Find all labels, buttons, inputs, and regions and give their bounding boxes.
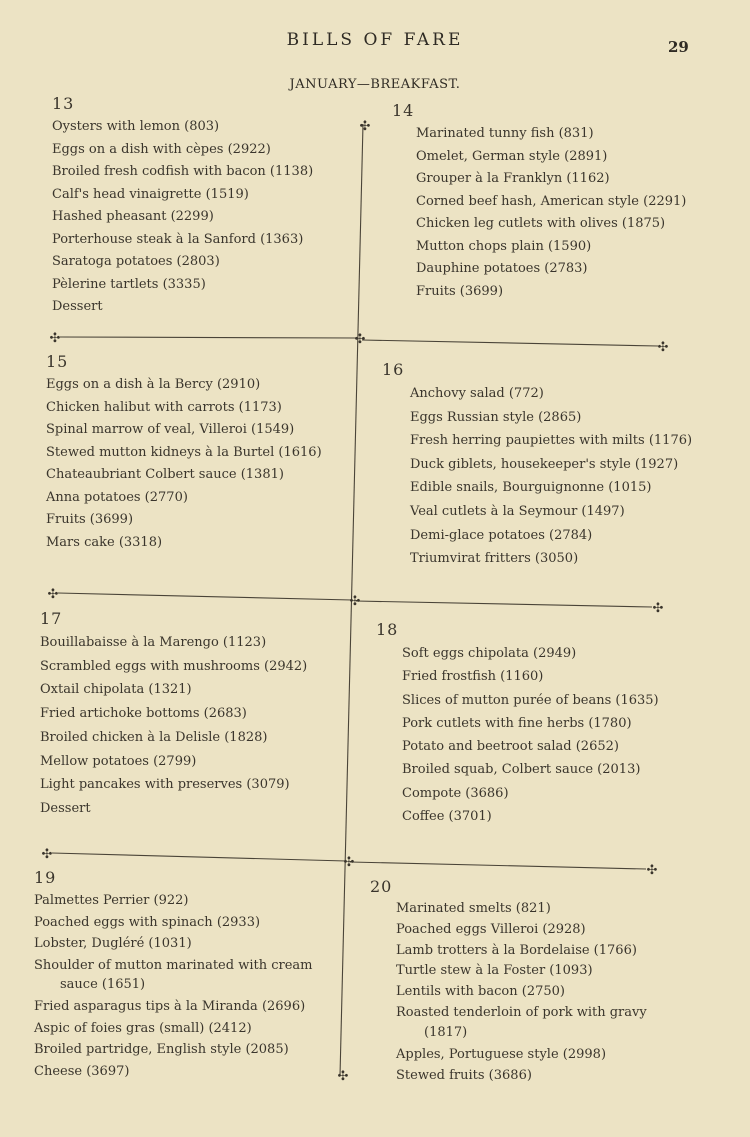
- dish-item: Duck giblets, housekeeper's style (1927): [410, 456, 679, 472]
- horizontal-rule-3-left: [52, 853, 346, 861]
- dish-item: Apples, Portuguese style (2998): [396, 1046, 607, 1062]
- menu-number: 18: [376, 620, 399, 639]
- dish-item: Oxtail chipolata (1321): [40, 682, 192, 698]
- dish-item: Eggs on a dish à la Bercy (2910): [46, 377, 261, 392]
- dish-item: Dessert: [52, 299, 103, 314]
- dish-item: Triumvirat fritters (3050): [410, 551, 579, 567]
- dish-item: Soft eggs chipolata (2949): [402, 646, 577, 661]
- ornament-icon: ✣: [41, 847, 53, 862]
- dish-item: Chateaubriant Colbert sauce (1381): [46, 467, 284, 482]
- menu-18: [376, 620, 696, 828]
- dish-item: Broiled chicken à la Delisle (1828): [40, 729, 268, 745]
- dish-item: Potato and beetroot salad (2652): [402, 739, 619, 755]
- dish-item: Omelet, German style (2891): [416, 148, 608, 164]
- dish-item: Stewed mutton kidneys à la Burtel (1616): [46, 444, 322, 460]
- dish-item-continuation: (1817): [424, 1024, 468, 1040]
- menu-number: 14: [392, 101, 415, 120]
- dish-item: Chicken halibut with carrots (1173): [46, 399, 282, 415]
- dish-item-continuation: sauce (1651): [60, 977, 146, 992]
- menu-number: 15: [46, 352, 69, 371]
- dish-item: Lamb trotters à la Bordelaise (1766): [396, 942, 637, 958]
- dish-item: Dauphine potatoes (2783): [416, 261, 588, 276]
- menu-15: [46, 352, 336, 554]
- ornament-icon: ✣: [657, 340, 669, 355]
- dish-item: Broiled partridge, English style (2085): [34, 1042, 289, 1057]
- dish-item: Poached eggs Villeroi (2928): [396, 921, 586, 937]
- dish-item: Grouper à la Franklyn (1162): [416, 171, 610, 186]
- ornament-icon: ✣: [349, 594, 361, 609]
- dish-item: Chicken leg cutlets with olives (1875): [416, 216, 666, 231]
- dish-item: Mars cake (3318): [46, 534, 163, 550]
- dish-item: Pork cutlets with fine herbs (1780): [402, 715, 632, 731]
- horizontal-rule-3-right: [350, 862, 646, 869]
- dish-item: Aspic of foies gras (small) (2412): [34, 1020, 252, 1036]
- horizontal-rule-1-right: [362, 340, 658, 346]
- menu-number: 16: [382, 360, 405, 379]
- dish-item: Fried asparagus tips à la Miranda (2696): [34, 999, 306, 1014]
- dish-item: Spinal marrow of veal, Villeroi (1549): [46, 422, 295, 437]
- dish-item: Demi-glace potatoes (2784): [410, 527, 593, 543]
- menu-20: [370, 877, 690, 1086]
- menu-13: [52, 94, 342, 319]
- dish-item: Veal cutlets à la Seymour (1497): [410, 503, 625, 519]
- horizontal-rule-2-right: [356, 601, 652, 607]
- menu-17: [40, 609, 330, 821]
- dish-item: Mellow potatoes (2799): [40, 753, 197, 769]
- ornament-icon: ✣: [49, 331, 61, 346]
- dish-item: Light pancakes with preserves (3079): [40, 777, 290, 793]
- dish-item: Lobster, Dugléré (1031): [34, 936, 192, 951]
- dish-item: Fried frostfish (1160): [402, 669, 544, 685]
- dish-item: Edible snails, Bourguignonne (1015): [410, 480, 652, 496]
- dish-item: Lentils with bacon (2750): [396, 984, 565, 1000]
- horizontal-rule-2-left: [58, 593, 352, 600]
- dish-item: Marinated tunny fish (831): [416, 126, 594, 141]
- dish-item: Stewed fruits (3686): [396, 1067, 532, 1083]
- ornament-icon: ✣: [47, 587, 59, 602]
- menu-19: [34, 868, 330, 1082]
- dish-item: Poached eggs with spinach (2933): [34, 914, 261, 930]
- ornament-icon: ✣: [652, 601, 664, 616]
- dish-item: Slices of mutton purée of beans (1635): [402, 692, 659, 708]
- dish-item: Cheese (3697): [34, 1063, 130, 1079]
- dish-item: Shoulder of mutton marinated with cream: [34, 957, 313, 973]
- dish-item: Broiled squab, Colbert sauce (2013): [402, 762, 641, 778]
- dish-item: Marinated smelts (821): [396, 901, 551, 916]
- section-title: JANUARY—BREAKFAST.: [289, 77, 461, 92]
- menu-14: [392, 101, 692, 303]
- dish-item: Hashed pheasant (2299): [52, 209, 214, 224]
- menu-number: 13: [52, 94, 75, 113]
- menu-16: [382, 360, 702, 571]
- ornament-icon: ✣: [359, 119, 371, 134]
- dish-item: Fruits (3699): [416, 283, 504, 299]
- ornament-icon: ✣: [337, 1069, 349, 1084]
- menu-number: 20: [370, 877, 393, 896]
- dish-item: Turtle stew à la Foster (1093): [396, 963, 593, 979]
- dish-item: Porterhouse steak à la Sanford (1363): [52, 231, 304, 247]
- dish-item: Pèlerine tartlets (3335): [52, 276, 206, 292]
- dish-item: Dessert: [40, 800, 91, 816]
- running-head: BILLS OF FARE: [286, 30, 464, 50]
- dish-item: Coffee (3701): [402, 809, 492, 825]
- ornament-icon: ✣: [354, 332, 366, 347]
- dish-item: Roasted tenderloin of pork with gravy: [396, 1004, 647, 1020]
- dish-item: Fried artichoke bottoms (2683): [40, 706, 247, 722]
- horizontal-rule-1-left: [60, 337, 358, 338]
- ornament-icon: ✣: [343, 855, 355, 870]
- page-number: 29: [668, 38, 689, 56]
- menu-number: 17: [40, 609, 63, 628]
- dish-item: Anchovy salad (772): [410, 386, 544, 401]
- dish-item: Anna potatoes (2770): [46, 489, 188, 505]
- ornament-icon: ✣: [646, 863, 658, 878]
- dish-item: Scrambled eggs with mushrooms (2942): [40, 658, 308, 674]
- dish-item: Eggs on a dish with cèpes (2922): [52, 141, 271, 157]
- dish-item: Fresh herring paupiettes with milts (1176): [410, 433, 693, 449]
- dish-item: Eggs Russian style (2865): [410, 409, 582, 425]
- dish-item: Mutton chops plain (1590): [416, 238, 592, 254]
- menu-number: 19: [34, 868, 57, 887]
- dish-item: Corned beef hash, American style (2291): [416, 193, 687, 209]
- dish-item: Calf's head vinaigrette (1519): [52, 186, 249, 202]
- dish-item: Compote (3686): [402, 785, 509, 801]
- dish-item: Bouillabaisse à la Marengo (1123): [40, 635, 267, 650]
- dish-item: Fruits (3699): [46, 512, 134, 527]
- dish-item: Saratoga potatoes (2803): [52, 254, 220, 269]
- dish-item: Palmettes Perrier (922): [34, 893, 189, 908]
- dish-item: Broiled fresh codfish with bacon (1138): [52, 164, 314, 179]
- dish-item: Oysters with lemon (803): [52, 119, 220, 134]
